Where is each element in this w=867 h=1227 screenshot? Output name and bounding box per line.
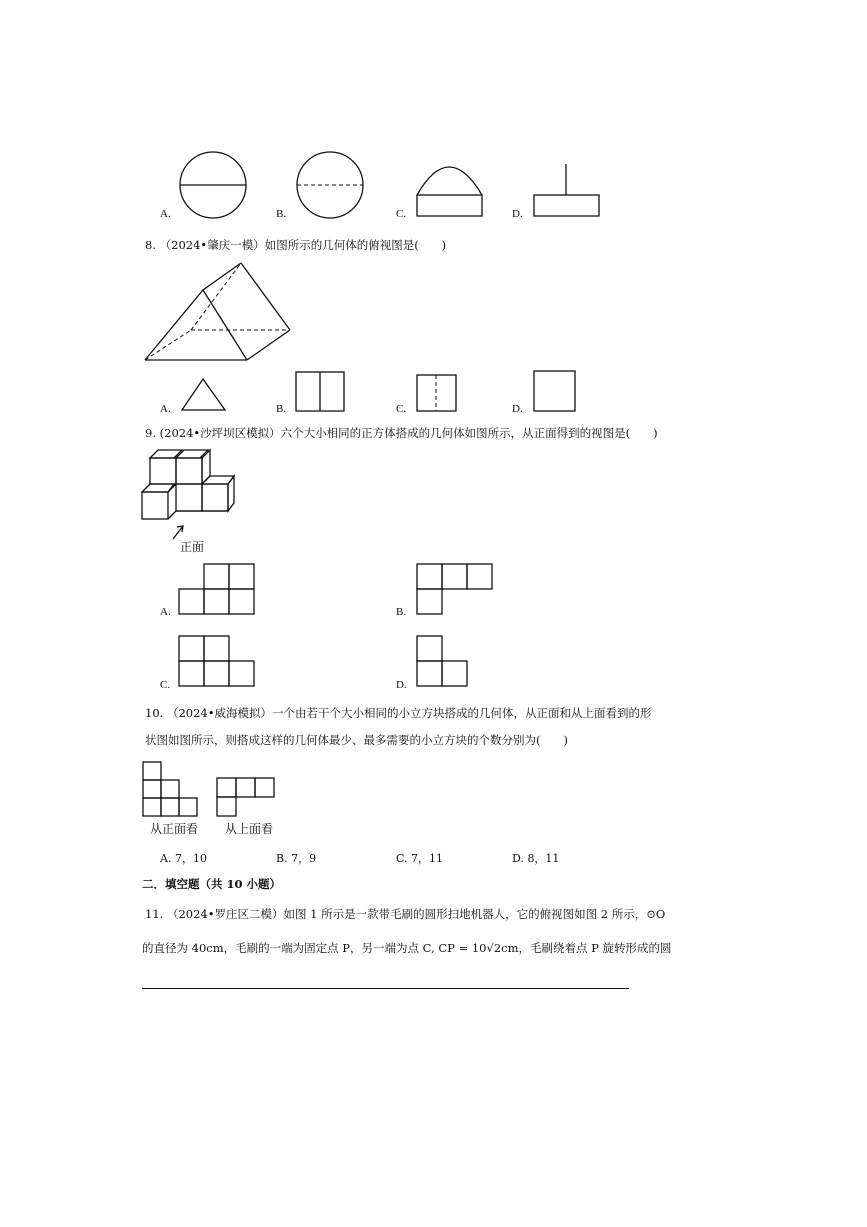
q10-front-view-figure	[142, 760, 202, 820]
q10-text-line1: （2024•威海模拟）一个由若干个大小相同的小立方块搭成的几何体，从正面和从上面看到的形	[166, 706, 652, 720]
q8-option-c-label: C.	[396, 403, 407, 415]
q10-option-c-value: 7，11	[411, 852, 444, 865]
q11-stem-line2	[142, 940, 672, 956]
q8-stem	[145, 237, 446, 253]
q10-option-a	[160, 850, 207, 866]
q9-option-d-label: D.	[396, 679, 407, 691]
q10-option-a-value: 7，10	[174, 852, 207, 865]
q11-stem-line1	[145, 906, 665, 922]
q8-option-a-figure	[180, 377, 230, 412]
q10-text-line2: 状图如图所示，则搭成这样的几何体最少、最多需要的小立方块的个数分别为( )	[145, 733, 568, 747]
q9-stem	[145, 425, 658, 441]
q10-stem-line1	[145, 705, 652, 721]
q7-option-a-label: A.	[160, 208, 171, 220]
q8-option-b-label: B.	[276, 403, 287, 415]
q11-text-line2: 的直径为 40cm，毛刷的一端为固定点 P，另一端为点 C, CP = 10√2cm，毛刷绕着点 P 旋转形成的圆	[142, 941, 672, 955]
q9-option-c-label: C.	[160, 679, 171, 691]
q10-top-view-figure	[216, 777, 276, 821]
q11-text-line1: （2024•罗庄区二模）如图 1 所示是一款带毛刷的圆形扫地机器人，它的俯视图如图 2 所示，⊙O	[166, 907, 666, 921]
q10-number: 10.	[145, 706, 164, 720]
q10-top-caption: 从上面看	[225, 822, 274, 836]
q8-option-c-figure	[416, 374, 460, 414]
q10-front-caption: 从正面看	[150, 822, 199, 836]
q10-option-c-label: C.	[396, 852, 408, 865]
q7-option-d-figure	[533, 160, 603, 220]
q10-option-c	[396, 850, 443, 866]
q8-option-d-figure	[533, 370, 579, 414]
q8-option-a-label: A.	[160, 403, 171, 415]
q7-option-b-figure	[295, 150, 365, 220]
q7-option-c-figure	[416, 157, 486, 217]
q9-option-c-figure	[178, 635, 258, 687]
q9-number: 9.	[145, 426, 156, 440]
q7-option-a-figure	[178, 150, 248, 220]
q9-cube-stack-figure	[140, 446, 250, 536]
q8-number: 8.	[145, 238, 156, 252]
q8-text: （2024•肇庆一模）如图所示的几何体的俯视图是( )	[159, 238, 447, 252]
q8-option-b-figure	[295, 371, 347, 413]
q10-option-b-value: 7，9	[291, 852, 317, 865]
q10-option-d	[512, 850, 559, 866]
q9-option-b-figure	[416, 563, 496, 615]
section-fill-in-title: 二．填空题（共 10 小题）	[142, 877, 282, 891]
q10-option-a-label: A.	[160, 852, 172, 865]
q9-option-a-label: A.	[160, 606, 171, 618]
q9-option-a-figure	[178, 563, 258, 615]
q9-front-label: 正面	[180, 540, 205, 554]
q10-option-d-value: 8，11	[527, 852, 560, 865]
q7-option-d-label: D.	[512, 208, 523, 220]
q10-option-b-label: B.	[276, 852, 288, 865]
q11-number: 11.	[145, 907, 164, 921]
q8-option-d-label: D.	[512, 403, 523, 415]
q9-option-d-figure	[416, 635, 476, 687]
footer-divider	[142, 988, 629, 989]
q9-text: (2024•沙坪坝区模拟）六个大小相同的正方体搭成的几何体如图所示，从正面得到的视图是( )	[159, 426, 658, 440]
q7-option-b-label: B.	[276, 208, 287, 220]
q7-option-c-label: C.	[396, 208, 407, 220]
q10-option-b	[276, 850, 316, 866]
q10-option-d-label: D.	[512, 852, 524, 865]
q8-prism-figure	[143, 260, 293, 365]
q10-stem-line2	[145, 732, 568, 748]
q9-option-b-label: B.	[396, 606, 407, 618]
